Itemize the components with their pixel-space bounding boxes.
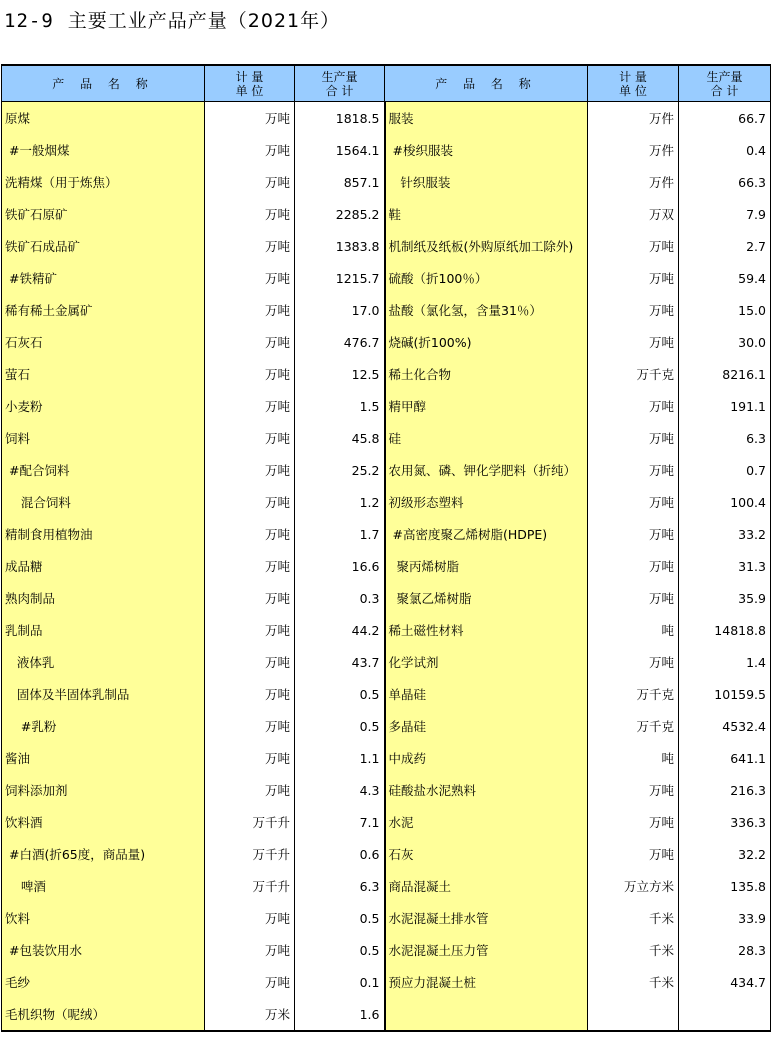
product-name-cell: 水泥 (385, 806, 588, 838)
unit-cell: 万吨 (205, 390, 295, 422)
product-name-cell: 成品糖 (2, 550, 205, 582)
product-name-cell: 饲料 (2, 422, 205, 454)
value-cell: 8216.1 (679, 358, 771, 390)
unit-cell: 万双 (588, 198, 679, 230)
product-name-cell: #梭织服装 (385, 134, 588, 166)
product-name-cell: #高密度聚乙烯树脂(HDPE) (385, 518, 588, 550)
product-name-cell: 啤酒 (2, 870, 205, 902)
unit-cell: 万吨 (588, 582, 679, 614)
value-cell: 66.7 (679, 102, 771, 135)
product-name-cell: 混合饲料 (2, 486, 205, 518)
unit-cell: 万千克 (588, 710, 679, 742)
value-cell: 35.9 (679, 582, 771, 614)
unit-cell: 万吨 (205, 198, 295, 230)
value-cell: 0.1 (295, 966, 385, 998)
product-name-cell: #配合饲料 (2, 454, 205, 486)
table-row (2, 710, 771, 742)
page-title (4, 6, 340, 33)
table-row (2, 998, 771, 1031)
unit-cell: 吨 (588, 742, 679, 774)
product-name-cell: 固体及半固体乳制品 (2, 678, 205, 710)
value-cell: 17.0 (295, 294, 385, 326)
unit-cell: 万吨 (205, 902, 295, 934)
unit-cell: 万吨 (205, 646, 295, 678)
product-name-cell (385, 998, 588, 1031)
value-cell: 6.3 (679, 422, 771, 454)
value-cell: 1383.8 (295, 230, 385, 262)
product-name-cell: 毛纱 (2, 966, 205, 998)
unit-cell: 万千升 (205, 870, 295, 902)
unit-cell: 万吨 (205, 166, 295, 198)
unit-cell: 万吨 (205, 230, 295, 262)
unit-cell: 万吨 (588, 230, 679, 262)
unit-cell: 万件 (588, 102, 679, 135)
unit-cell: 吨 (588, 614, 679, 646)
product-name-cell: 化学试剂 (385, 646, 588, 678)
unit-cell: 万吨 (205, 582, 295, 614)
table-row (2, 358, 771, 390)
unit-cell: 万米 (205, 998, 295, 1031)
value-cell: 0.4 (679, 134, 771, 166)
value-cell: 0.5 (295, 902, 385, 934)
value-cell: 1.5 (295, 390, 385, 422)
product-name-cell: 商品混凝土 (385, 870, 588, 902)
unit-cell: 千米 (588, 934, 679, 966)
value-cell: 0.6 (295, 838, 385, 870)
unit-cell: 万吨 (588, 774, 679, 806)
table-body (2, 102, 771, 1032)
unit-cell: 万吨 (588, 838, 679, 870)
unit-cell: 万吨 (205, 358, 295, 390)
unit-cell: 万吨 (205, 742, 295, 774)
product-name-cell: #一般烟煤 (2, 134, 205, 166)
value-cell: 33.2 (679, 518, 771, 550)
value-cell: 1.4 (679, 646, 771, 678)
product-name-cell: 小麦粉 (2, 390, 205, 422)
table-row (2, 262, 771, 294)
product-name-cell: 多晶硅 (385, 710, 588, 742)
product-name-cell: #乳粉 (2, 710, 205, 742)
product-name-cell: 稀有稀土金属矿 (2, 294, 205, 326)
value-cell: 135.8 (679, 870, 771, 902)
table-row (2, 166, 771, 198)
product-name-cell: 石灰 (385, 838, 588, 870)
product-name-cell: 乳制品 (2, 614, 205, 646)
table-row (2, 102, 771, 135)
product-name-cell: 石灰石 (2, 326, 205, 358)
table-row (2, 774, 771, 806)
value-cell: 0.5 (295, 678, 385, 710)
value-cell: 4.3 (295, 774, 385, 806)
product-name-cell: #白酒(折65度，商品量) (2, 838, 205, 870)
value-cell: 100.4 (679, 486, 771, 518)
table-row (2, 902, 771, 934)
unit-cell: 万吨 (205, 678, 295, 710)
value-cell: 216.3 (679, 774, 771, 806)
value-cell: 2285.2 (295, 198, 385, 230)
table-row (2, 870, 771, 902)
value-cell: 10159.5 (679, 678, 771, 710)
value-cell: 59.4 (679, 262, 771, 294)
unit-cell: 万吨 (205, 934, 295, 966)
header-total-right: 生产量 合 计 (679, 65, 771, 102)
product-name-cell: 酱油 (2, 742, 205, 774)
table-row (2, 966, 771, 998)
unit-cell: 万吨 (205, 966, 295, 998)
unit-cell: 万件 (588, 166, 679, 198)
value-cell: 43.7 (295, 646, 385, 678)
value-cell: 191.1 (679, 390, 771, 422)
table-row (2, 390, 771, 422)
table-row (2, 614, 771, 646)
value-cell: 0.5 (295, 934, 385, 966)
table-number: 12-9 (4, 10, 54, 32)
unit-cell: 万件 (588, 134, 679, 166)
value-cell: 31.3 (679, 550, 771, 582)
unit-cell: 万吨 (205, 710, 295, 742)
unit-cell: 万吨 (205, 486, 295, 518)
value-cell: 33.9 (679, 902, 771, 934)
product-name-cell: 原煤 (2, 102, 205, 135)
value-cell: 1818.5 (295, 102, 385, 135)
value-cell: 857.1 (295, 166, 385, 198)
table-row (2, 806, 771, 838)
product-name-cell: 鞋 (385, 198, 588, 230)
value-cell: 1.1 (295, 742, 385, 774)
unit-cell: 万吨 (588, 646, 679, 678)
unit-cell: 万吨 (588, 326, 679, 358)
table-row (2, 582, 771, 614)
product-name-cell: 铁矿石成品矿 (2, 230, 205, 262)
product-name-cell: 农用氮、磷、钾化学肥料（折纯） (385, 454, 588, 486)
value-cell: 1.2 (295, 486, 385, 518)
value-cell: 0.3 (295, 582, 385, 614)
value-cell: 641.1 (679, 742, 771, 774)
product-name-cell: #铁精矿 (2, 262, 205, 294)
product-name-cell: 精制食用植物油 (2, 518, 205, 550)
header-product-name-left: 产 品 名 称 (2, 65, 205, 102)
product-name-cell: 盐酸（氯化氢，含量31％） (385, 294, 588, 326)
value-cell: 0.7 (679, 454, 771, 486)
unit-cell: 万吨 (205, 102, 295, 135)
table-row (2, 134, 771, 166)
unit-cell: 万立方米 (588, 870, 679, 902)
table-row (2, 646, 771, 678)
unit-cell: 千米 (588, 966, 679, 998)
value-cell: 7.9 (679, 198, 771, 230)
value-cell: 14818.8 (679, 614, 771, 646)
table-row (2, 742, 771, 774)
table-title: 主要工业产品产量（2021年） (67, 10, 341, 32)
value-cell: 32.2 (679, 838, 771, 870)
product-name-cell: 硅 (385, 422, 588, 454)
product-name-cell: 水泥混凝土压力管 (385, 934, 588, 966)
value-cell: 6.3 (295, 870, 385, 902)
product-name-cell: 机制纸及纸板(外购原纸加工除外) (385, 230, 588, 262)
product-name-cell: 硅酸盐水泥熟料 (385, 774, 588, 806)
value-cell: 7.1 (295, 806, 385, 838)
table-row (2, 838, 771, 870)
value-cell: 16.6 (295, 550, 385, 582)
value-cell: 1.7 (295, 518, 385, 550)
value-cell: 476.7 (295, 326, 385, 358)
table-row (2, 550, 771, 582)
unit-cell: 万千升 (205, 806, 295, 838)
value-cell: 1.6 (295, 998, 385, 1031)
product-name-cell: 液体乳 (2, 646, 205, 678)
product-name-cell: 聚氯乙烯树脂 (385, 582, 588, 614)
value-cell: 15.0 (679, 294, 771, 326)
product-name-cell: 铁矿石原矿 (2, 198, 205, 230)
product-name-cell: 饮料酒 (2, 806, 205, 838)
unit-cell: 万吨 (205, 454, 295, 486)
value-cell: 28.3 (679, 934, 771, 966)
product-name-cell: 中成药 (385, 742, 588, 774)
production-table (1, 64, 771, 1032)
unit-cell: 万吨 (205, 134, 295, 166)
unit-cell: 万吨 (588, 806, 679, 838)
value-cell: 0.5 (295, 710, 385, 742)
value-cell (679, 998, 771, 1031)
value-cell: 66.3 (679, 166, 771, 198)
product-name-cell: 萤石 (2, 358, 205, 390)
product-name-cell: 饮料 (2, 902, 205, 934)
product-name-cell: 水泥混凝土排水管 (385, 902, 588, 934)
unit-cell: 万吨 (588, 422, 679, 454)
unit-cell: 万吨 (205, 326, 295, 358)
header-row (2, 65, 771, 102)
product-name-cell: 饲料添加剂 (2, 774, 205, 806)
product-name-cell: 精甲醇 (385, 390, 588, 422)
unit-cell: 万吨 (205, 774, 295, 806)
table-row (2, 454, 771, 486)
product-name-cell: 稀土化合物 (385, 358, 588, 390)
unit-cell: 万吨 (205, 550, 295, 582)
product-name-cell: #包装饮用水 (2, 934, 205, 966)
unit-cell: 万吨 (205, 422, 295, 454)
value-cell: 4532.4 (679, 710, 771, 742)
unit-cell: 万吨 (588, 262, 679, 294)
unit-cell: 万千克 (588, 358, 679, 390)
table-row (2, 486, 771, 518)
product-name-cell: 预应力混凝土桩 (385, 966, 588, 998)
unit-cell (588, 998, 679, 1031)
product-name-cell: 洗精煤（用于炼焦） (2, 166, 205, 198)
unit-cell: 万吨 (588, 454, 679, 486)
unit-cell: 万吨 (588, 550, 679, 582)
product-name-cell: 单晶硅 (385, 678, 588, 710)
product-name-cell: 稀土磁性材料 (385, 614, 588, 646)
table-row (2, 326, 771, 358)
value-cell: 44.2 (295, 614, 385, 646)
unit-cell: 万吨 (588, 294, 679, 326)
table-row (2, 198, 771, 230)
unit-cell: 千米 (588, 902, 679, 934)
product-name-cell: 硫酸（折100％） (385, 262, 588, 294)
value-cell: 45.8 (295, 422, 385, 454)
product-name-cell: 熟肉制品 (2, 582, 205, 614)
table-row (2, 678, 771, 710)
unit-cell: 万吨 (588, 486, 679, 518)
unit-cell: 万吨 (588, 518, 679, 550)
header-total-left: 生产量 合 计 (295, 65, 385, 102)
header-product-name-right: 产 品 名 称 (385, 65, 588, 102)
unit-cell: 万吨 (588, 390, 679, 422)
table-row (2, 230, 771, 262)
table-row (2, 518, 771, 550)
product-name-cell: 烧碱(折100%) (385, 326, 588, 358)
value-cell: 25.2 (295, 454, 385, 486)
unit-cell: 万吨 (205, 294, 295, 326)
value-cell: 336.3 (679, 806, 771, 838)
table-row (2, 422, 771, 454)
header-unit-left: 计 量 单 位 (205, 65, 295, 102)
value-cell: 1564.1 (295, 134, 385, 166)
unit-cell: 万吨 (205, 518, 295, 550)
unit-cell: 万千克 (588, 678, 679, 710)
product-name-cell: 毛机织物（呢绒） (2, 998, 205, 1031)
value-cell: 30.0 (679, 326, 771, 358)
value-cell: 1215.7 (295, 262, 385, 294)
value-cell: 12.5 (295, 358, 385, 390)
product-name-cell: 服装 (385, 102, 588, 135)
value-cell: 434.7 (679, 966, 771, 998)
table-row (2, 294, 771, 326)
product-name-cell: 针织服装 (385, 166, 588, 198)
unit-cell: 万千升 (205, 838, 295, 870)
unit-cell: 万吨 (205, 614, 295, 646)
unit-cell: 万吨 (205, 262, 295, 294)
value-cell: 2.7 (679, 230, 771, 262)
header-unit-right: 计 量 单 位 (588, 65, 679, 102)
product-name-cell: 初级形态塑料 (385, 486, 588, 518)
table-row (2, 934, 771, 966)
product-name-cell: 聚丙烯树脂 (385, 550, 588, 582)
